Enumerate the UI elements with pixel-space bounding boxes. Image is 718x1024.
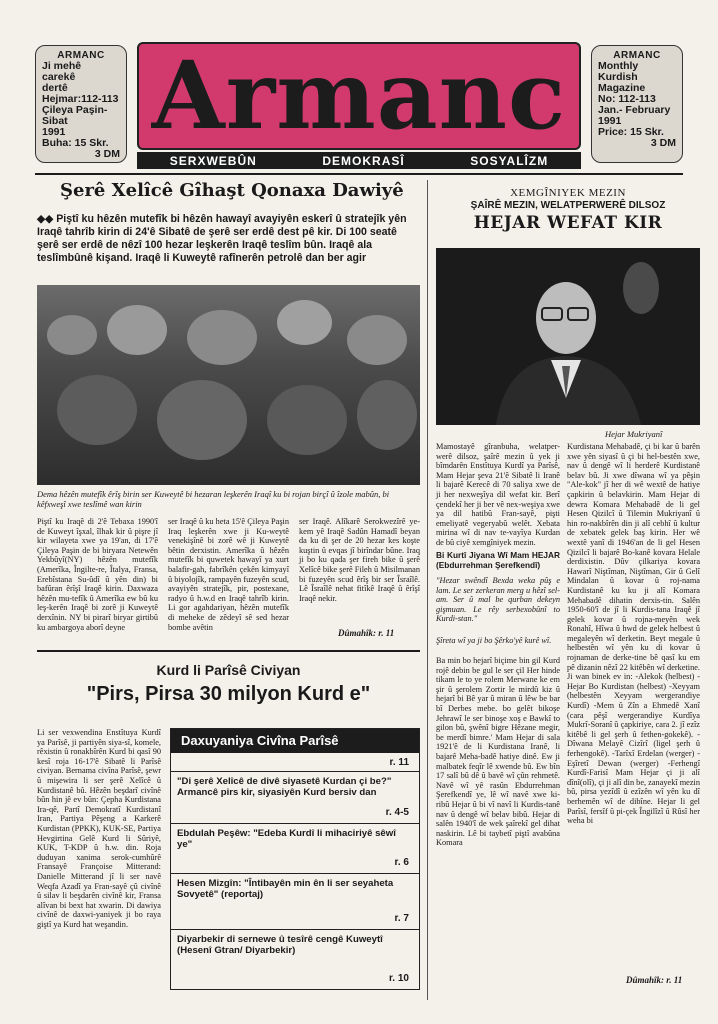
contents-item[interactable] (171, 771, 419, 823)
masthead-right-line: Magazine (598, 82, 646, 94)
obituary-column-1b: Ba min bo hejarî biçime bin gil Kurd rojê debin be gul le ser çil Her hinde tikam le to ye rolem Merwane ke em şir û şerolem Zortir le mirdû kiz û hejarî bi Bê yar û miran û lêw be bar bî Derbes mebe. bo gelêt bikoşe Jehrawî le ser binoşe xoş e Bawkî to gilon bû, şwênî bigre Hêzane megir, be merdî bimre.' Mam Hejar di sala 1921'ê de li Kurdistana Iranê, li bajarê Meha-badê hatiye dinê. Ew ji malbatek feqîr lê xwende bû. Ew bîn 17 salî bû dê û bavê wî çûn rehmetê. Navê wî yê rasûn Ebdurrehman Şerefkendî ye, lê wî navê xwe ki-ribû Hejar û bi vî navî li Kurdis-tanê nav û dengê wî belav bibû. Hejar di salên 1940'î de wek şaîrekî gel dihat naskirin. Lê bi taybetî piştî avabûna Komara (436, 656, 560, 848)
obituary-portrait (436, 248, 700, 425)
masthead-left-line: Hejmar:112-113 (42, 93, 119, 105)
masthead-left-line: dertê (42, 82, 68, 94)
kurd-column: Li ser vexwendina Enstîtuya Kurdî ya Parîsê, ji partiyên siya-sî, komele, rêxistin û ronakbîrên Kurd bi qasî 90 kesî roja 16-17'ê Sibatê li Parîsê civiyan. Bernama civîna Parîsê, şewr û mişewira li ser şerê Xelîcê û Kurdistanê bû. Hêzên beşdarî civînê bûn hin jê ev bûn: Çepha Kurdistana Ira-qê, Partî Demokratî Kurdistanî Iran, Partiya Pêşeng a Karkerê Kurdistan (PPKK), KUK-SE, Partiya Hevgirtina Gelê Kurd li Sûriyê, KUK, T-KDP û h.w. din. Roja duduyan xanima serok-cumhûrê Fransayê Françoise Mitterand: Danielle Mitterand jî li ser navê Weqfa Azadî ya Fran-sayê çû civînê û silav li beşdarên civînê kir, Fransa alîvan bi bext hat xwarin. Di dawiya civînê de daxwi-yaniyek ji bo raya giştî ya Kurd hat weşandin. (37, 728, 161, 929)
masthead-left-line: Buha: 15 Skr. (42, 137, 109, 149)
obituary-kicker: XEMGÎNIYEK MEZIN (510, 187, 626, 199)
obituary-poem-heading: Bi Kurtî Jiyana Wî Mam HEJAR (Ebdurrehman Şerefkendî) (436, 550, 560, 570)
contents-item-text: Diyarbekir di sernewe û tesîrê cengê Kuweytî (Hesenî Gtran/ Diyarbekir) (177, 934, 383, 956)
lead-column-3: ser Iraqê. Alîkarê Serokwezîrê ye-kem yê Iraqê Sadûn Hamadî beyan da ku di şer de 20 hezar kes koşte kuştin û evqas jî birîndar bûne. Iraq ji bo ku qada şer fireh bike û şerê Xelîcê bike şerê Fileh û Misilmanan bi fuzeyên scud êrîş bir ser Îsraîlê. Lê Îsraîlê nehat fitîkê Iraqê û êrîşî Iraqê nekir. (299, 517, 420, 603)
lead-column-2: ser Iraqê û ku heta 15'ê Çileya Paşin Iraq leşkerên xwe ji Ku-weytê venekişînê bi zorê wê ji Kuweytê bêtin derxistin. Amerîka û hêzên mutefîk bi quwetek hawayî ya xurt balafir-gah, fabrîkên çekên kimyayî û biyolojîk, rampayên fuzeyên scud, avayiyên stratejîk, pir, postexane, radyo û h.w.d en Iraqê tahrîb kirin. Li gor agahdariyan, hêzên mutefîk di meheke de zêdeyî sê sed hezar bombe avêtin (168, 517, 289, 632)
obituary-continued: Dûmahîk: r. 11 (626, 975, 683, 985)
section-rule (37, 650, 420, 652)
obituary-column-1: Mamostayê gîranbuha, welatper-werê dilsoz, şaîrê mezin û yek ji bîmdarên Enstîtuya Kurdî ya Parîsê, Mam Hejar şeva 21'ê Sibatê li Iranê li bajarê Kerecê di 70 saliya xwe de ji her nexweşîya dil wefat kir. Berî çendekî her ji ber vê nex-weşiya xwe ya dil hatibû Fran-sayê, pişti emeliyatê vegeryabû welêt. Xebata mirina wî di nav te-vayîya Kurdan de bû ciyê xemgîniyek mezin. (436, 442, 560, 547)
obituary-poem: "Hezar swêndî Bexda weka pûş e lam. Le ser zerkeran merg u hêzî sel-am. Ser û mal be qurban dekeyn gişmuan. Le rêy serbexobûnî to Kurdi-stan." (436, 576, 560, 624)
masthead-right-head: ARMANC (613, 50, 661, 61)
obituary-column-2: Kurdistana Mehabadê, çi bi kar û barên xwe yên siyasî û çi bi hel-bestên xwe, nav û dengê wî li herderê Kurdistanê belav bû. Ji xwe dîwana wî ya pêşin "Ale-kok" jî her di wê wextê de hatiye çapkirin û belavkirin. Mam Hejar di dewra Komara Mehabadê de li gel Hesen Qizilcî û Tilemin Mukriyanî û hin ro-nakbîrên din ji alî cebhî û kultur de xebatek gelek baş kirin. Her wê wextê yanî di 1946'an de li gel Hesen Qizilcî li bajarê Bo-kanê kovara Helale derdixistin. Dûv çilkariya kovara Hawarî Niştîman, Niştîman, Gir û Gelî Mindalan û kovar û roj-nama Kurdistanê ku ku ji alî Komara Mehabadê dihatin derxis-tin. Salên 1950-60'î de jî li Kurdis-tana Iraqê jî gelek kovar û rojna-meyên wek Ronahî, Hîwa û hwd de gelek helbest û megaleyên wî derketin. Beyt megale û helbestên wî yên ku di kovar û rojnaman de derke-tine bê qasî ku em pê dizanin nêzî 22 kitêbên wî derketine. Ji wan binek ev in: -Alekok (helbest) -Hejar Bo Kurdistan (helbest) -Xeyyam (helbestên Xeyyam wergerandiye Kurdî) -Mem û Zîn a Ehmedê Xanî (cara pêşî wergerandiye Kurdîya Mukrî-Soranî û çapkiriye, cara 2. jî ezîz kitêbê li gel şerh û fethen-gokekê). -Dîwana Melayê Cizîrî (ligel şerh û ferhengokê). -Tarîxî Erdelan (werger) -Eşîretî Dewan (werger) -Ferhengî Kurdî-Farisî Mam Hejar çi ji alî dînî(olî), çi ji alî din be, zanayekî mezin bû, pirsa yezîdî û ezîzên wî yên ku dî berhemên wî de dibîne. Hejar li gel Parîsî, fersîf û pi-çek Îngilîzî û Rûsî her weha bi (567, 442, 700, 826)
masthead-left-line: Sibat (42, 115, 68, 127)
masthead-left-price: 3 DM (94, 148, 120, 160)
obituary-poem-note: Şîreta wî ya ji bo Şêrko'yê kurê wî. (436, 636, 552, 645)
masthead-right-price: 3 DM (650, 137, 676, 149)
masthead-slogan (137, 152, 581, 169)
lead-continued: Dûmahîk: r. 11 (338, 628, 395, 638)
obituary-headline: HEJAR WEFAT KIR (473, 213, 663, 233)
masthead-right-line: Jan.- February (598, 104, 671, 116)
contents-item-text: Hesen Mizgîn: "Întibayên min ên li ser seyaheta Sovyetê" (reportaj) (177, 878, 394, 900)
lead-photo (37, 285, 420, 485)
right-column-divider (427, 180, 428, 1000)
contents-item[interactable] (171, 929, 419, 989)
masthead-logo (137, 42, 581, 150)
lead-column-1: Piştî ku Iraqê di 2'ê Tebaxa 1990'î de Kuweyt îşxal, îlhak kir û pişre jî kir wilayeta xwe ya 19'an, di 17'ê Çileya Paşin de bi biryara Netewên Yekbûyî(NY) hêzên mutefîk (Amerîka, Îngilte-re, Îtalya, Fransa, Erebîstana Su-ûdî û yên din) bi bafûran êrîşî Iraqê kirin. Daxwaza hêzên mu-tefîk û Amerîka ew bû ku leş-kerên Iraqê bi zorê ji Kuweytê derxînin. NY bi pirarî biryar girtibû ku ambargoya aborî deyne (37, 517, 158, 632)
lead-headline: Şerê Xelîcê Gîhaşt Qonaxa Dawiyê (60, 180, 404, 201)
kurd-headline: "Pirs, Pirsa 30 milyon Kurd e" (86, 683, 371, 705)
lead-photo-caption: Dema hêzên mutefîk êrîş birin ser Kuweytê bi hezaran leşkerên Iraqî ku bi rojan birçî û îzole mabûn, bi kêfxweşî xwe teslîmê wan kirin (37, 489, 390, 509)
contents-item[interactable] (171, 873, 419, 929)
slogan-word: SERXWEBÛN (169, 153, 257, 168)
masthead-right-line: Price: 15 Skr. (598, 126, 664, 138)
masthead-left-line: carekê (42, 71, 76, 83)
logo-text: Armanc (151, 41, 567, 151)
contents-item-page: r. 6 (394, 857, 409, 868)
masthead-left-line: Çileya Paşin- (42, 104, 108, 116)
masthead-right-box (591, 45, 683, 163)
masthead-left-line: 1991 (42, 126, 66, 138)
contents-header-page: r. 11 (389, 757, 409, 768)
slogan-word: DEMOKRASÎ (322, 153, 405, 168)
masthead-left-line: Ji mehê (42, 60, 82, 72)
masthead-right-line: Kurdish (598, 71, 638, 83)
contents-item-page: r. 7 (394, 913, 409, 924)
portrait-drawing (436, 248, 700, 425)
kurd-kicker: Kurd li Parîsê Civiyan (156, 662, 301, 678)
obituary-caption: Hejar Mukriyanî (605, 429, 663, 439)
header-rule (35, 173, 683, 175)
contents-box (170, 728, 420, 990)
slogan-word: SOSYALÎZM (470, 153, 549, 168)
contents-item-page: r. 10 (388, 973, 409, 984)
masthead-left-head: ARMANC (57, 50, 105, 61)
obituary-subkicker: ŞAÎRÊ MEZIN, WELATPERWERÊ DILSOZ (470, 200, 666, 211)
contents-item-page: r. 4-5 (385, 807, 409, 818)
lead-intro: ◆◆ Piştî ku hêzên mutefîk bi hêzên hawayî avayiyên eskerî û stratejîk yên Iraqê tahrîb kirin di 24'ê Sibatê de şerê ser erdê dest pê kir. Di 100 seatê şerê ser erdê de nêzî 100 hezar leşkerên Iraqê teslîm bûn. Iraqê ala teslîmbûnê kişand. Iraqê li Kuweytê rafînerên petrolê dan ber agir (37, 213, 407, 264)
contents-item-text: Ebdulah Peşêw: "Edeba Kurdî li mihaciriyê sêwî ye" (177, 828, 396, 850)
masthead-left-box (35, 45, 127, 163)
masthead-right-line: Monthly (598, 60, 639, 72)
contents-item[interactable] (171, 823, 419, 873)
masthead-right-line: No: 112-113 (598, 93, 656, 105)
masthead-right-line: 1991 (598, 115, 622, 127)
contents-item-text: "Di şerê Xelîcê de divê siyasetê Kurdan çi be?" Armancê pirs kir, siyasiyên Kurd bersiv dan (177, 776, 392, 798)
contents-header: Daxuyaniya Civîna Parîsê (171, 729, 419, 753)
